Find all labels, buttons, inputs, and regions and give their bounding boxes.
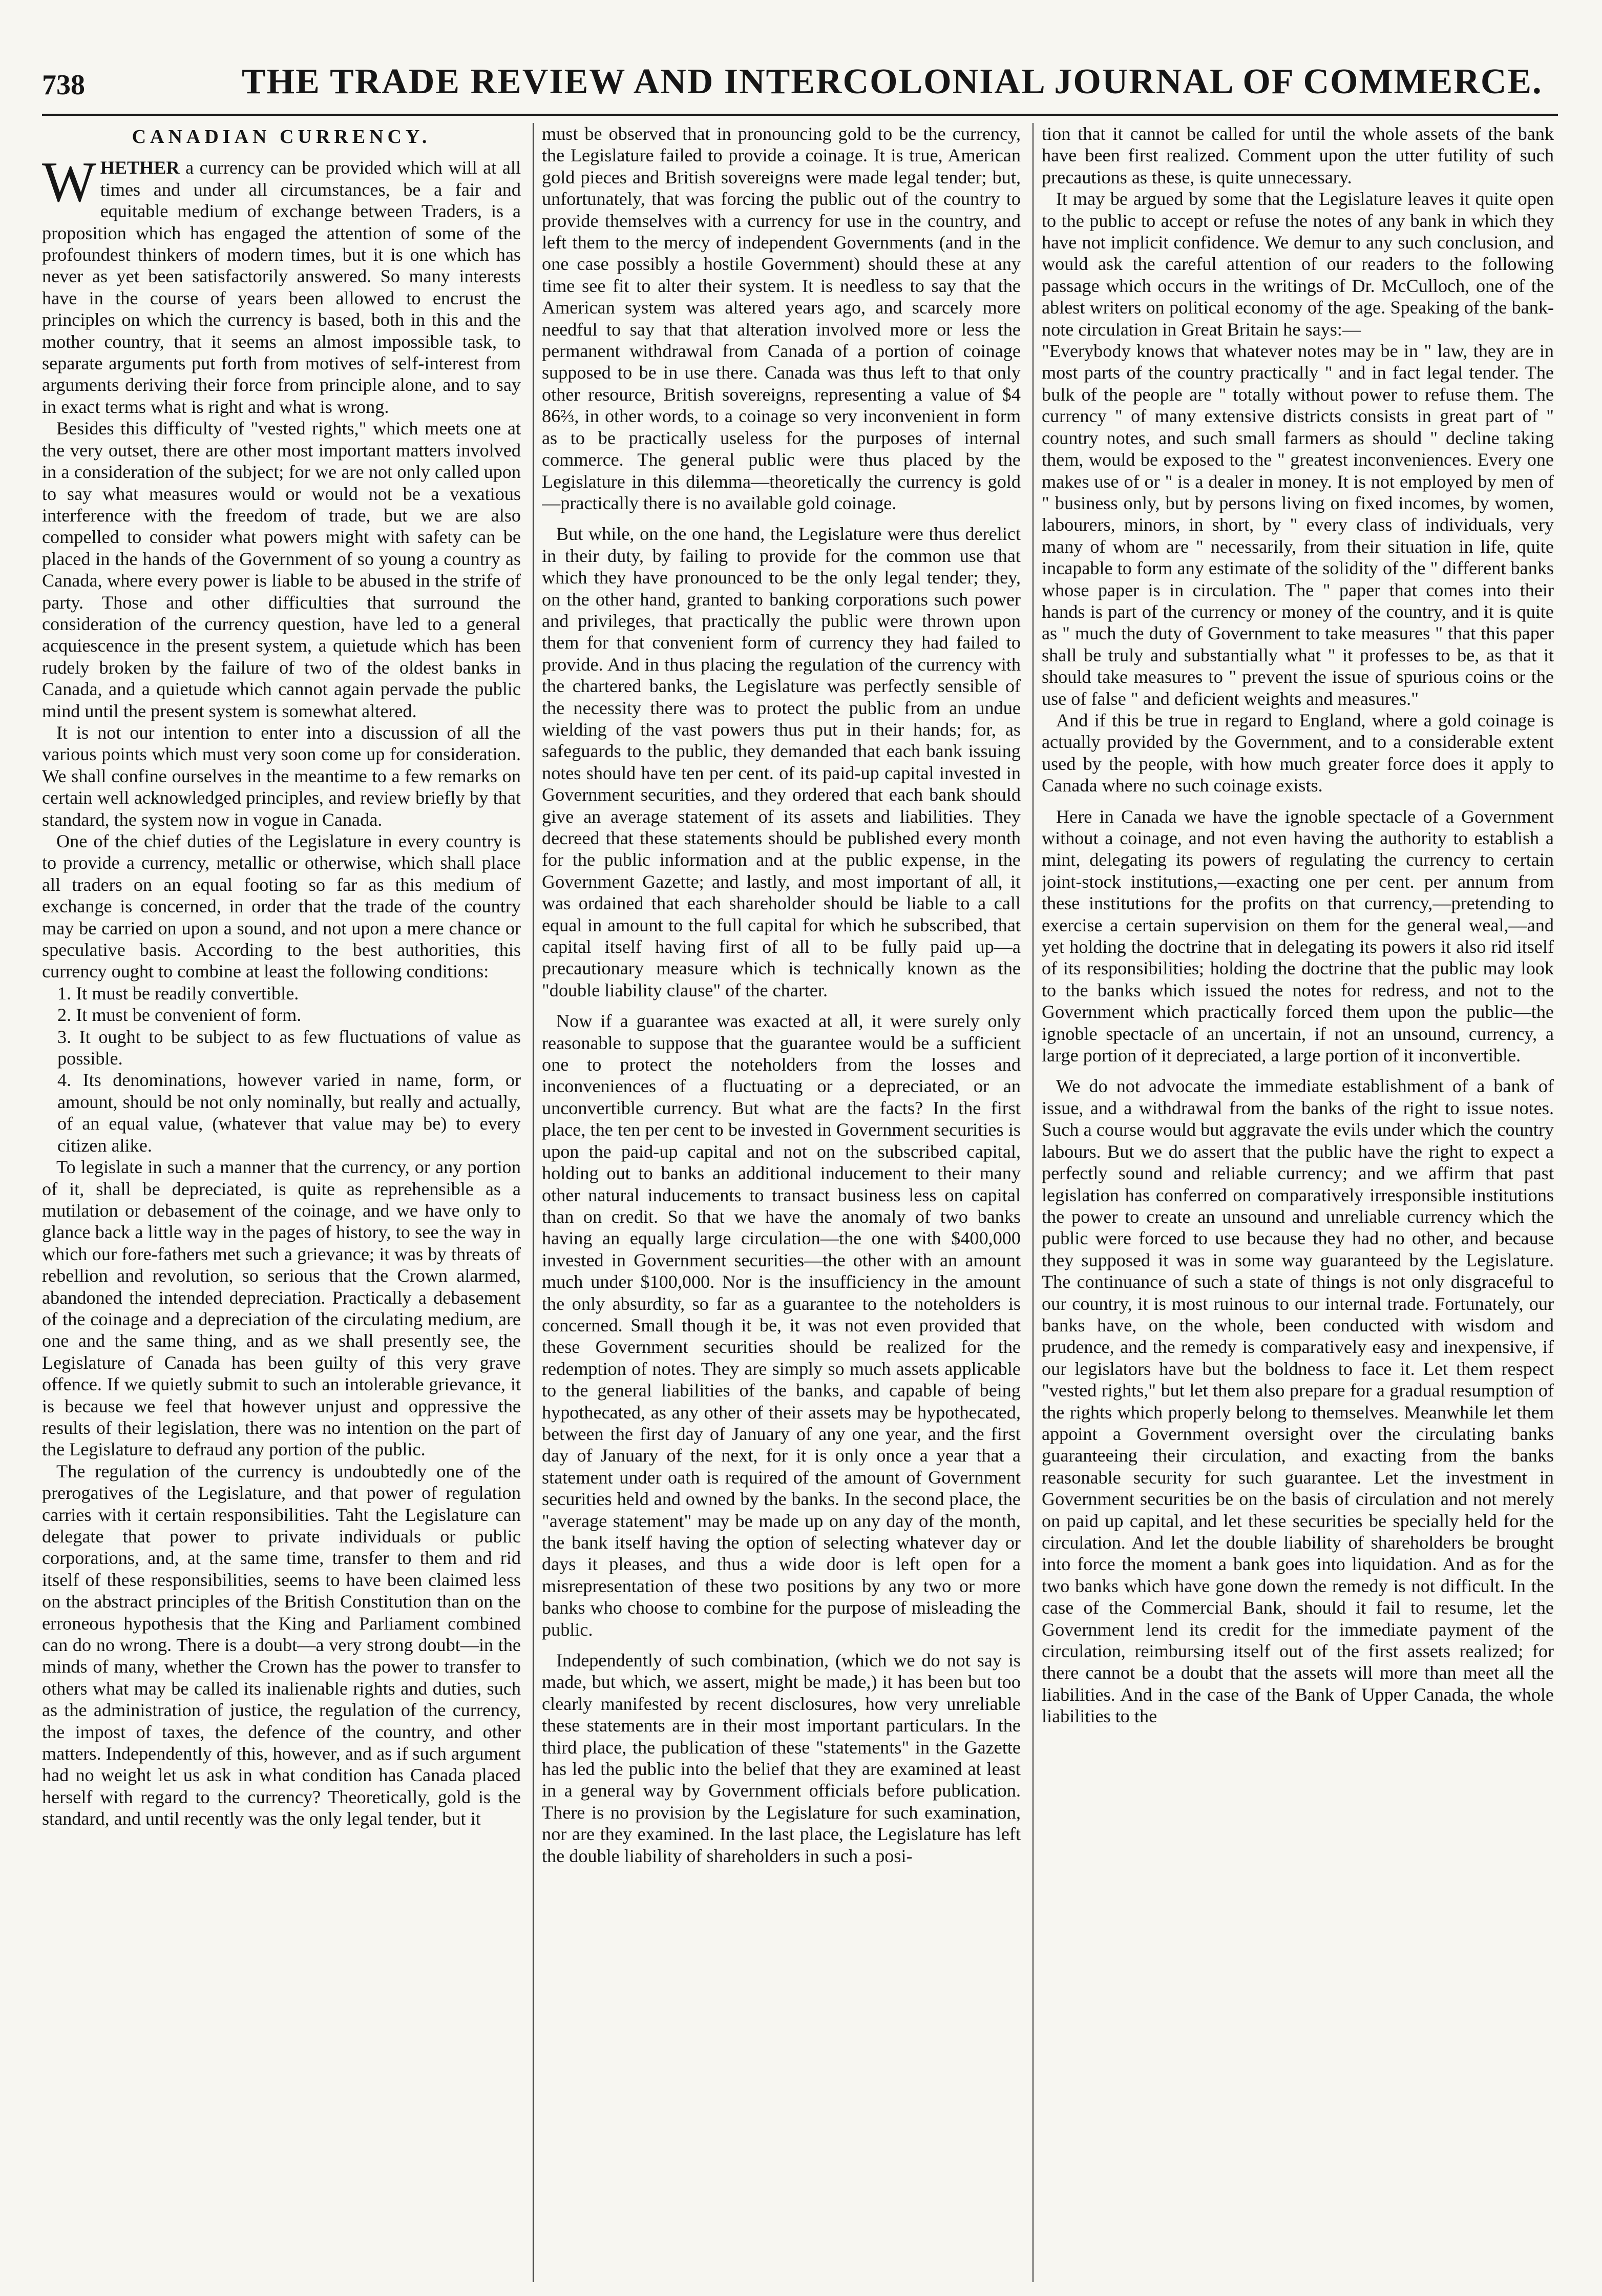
article-title: CANADIAN CURRENCY. (132, 126, 431, 148)
article-paragraph: We do not advocate the immediate establishment of a bank of issue, and a withdrawal from the banks of the right to issue notes. Such a course would but aggravate the evils under which the country labours. But we do assert that the public have the right to expect a perfectly sound and reliable currency; and we affirm that past legislation has conferred on comparatively irresponsible institutions the power to create an unsound and unreliable currency which the public were forced to use because they had no other, and because they supposed it was in some way guaranteed by the Legislature. The continuance of such a state of things is not only disgraceful to our country, it is most ruinous to our internal trade. Fortunately, our banks have, on the whole, been conducted with wisdom and prudence, and the remedy is comparatively easy and inexpensive, if our legislators have but the boldness to face it. Let them respect "vested rights," but let them also prepare for a gradual resumption of the rights which properly belong to themselves. Meanwhile let them appoint a Government oversight over the circulating banks guaranteeing their circulation, and exacting from the banks reasonable security for such guarantee. Let the investment in Government securities be on the basis of circulation and not merely on paid up capital, and let these securities be specially held for the circulation. And let the double liability of shareholders be brought into force the moment a bank goes into liquidation. And as for the two banks which have gone down the remedy is not difficult. In the case of the Commercial Bank, should it fail to resume, let the Government lend its credit for the immediate payment of the circulation, reimbursing itself out of the first assets realized; for there cannot be a doubt that the assets will more than meet all the liabilities. And in the case of the Bank of Upper Canada, the whole liabilities to the (1042, 1076, 1554, 1727)
column-1 (42, 123, 521, 2280)
running-head (42, 61, 1548, 113)
article-paragraph: But while, on the one hand, the Legislature were thus derelict in their duty, by failing to provide for the common use that which they have pronounced to be the only legal tender; they, on the other hand, granted to banking corporations such power and privileges, that practically the public were thrown upon them for that convenient form of currency they had failed to provide. And in thus placing the regulation of the currency with the chartered banks, the Legislature was perfectly sensible of the necessity there was to protect the public from an undue wielding of the vast powers thus put in their hands; for, as safeguards to the public, they demanded that each bank issuing notes should have ten per cent. of its paid-up capital invested in Government securities, and they ordered that each bank should give an average statement of its assets and liabilities. They decreed that these statements should be published every month for the public information and at the public expense, in the Government Gazette; and lastly, and most important of all, it was ordained that each shareholder should be liable to a call equal in amount to the full capital for which he subscribed, that capital itself having first of all to be fully paid up—a precautionary measure which is technically known as the "double liability clause" of the charter. (542, 524, 1021, 1000)
article-paragraph: Independently of such combination, (which we do not say is made, but which, we assert, might be made,) it has been but too clearly manifested by recent disclosures, how very unreliable these statements are in their most important particulars. In the third place, the publication of these "statements" in the Gazette has led the public into the belief that they are examined at least in a general way by Government officials before publication. There is no provision by the Legislature for such examination, nor are they examined. In the last place, the Legislature has left the double liability of shareholders in such a posi- (542, 1650, 1021, 1866)
article-paragraph: tion that it cannot be called for until the whole assets of the bank have been first realized. Comment upon the utter futility of such precautions as these, is quite unnecessary. (1042, 123, 1554, 187)
journal-title: THE TRADE REVIEW AND INTERCOLONIAL JOURNAL OF COMMERCE. (242, 62, 1543, 101)
article-paragraph (42, 151, 521, 418)
article-paragraph: Now if a guarantee was exacted at all, it were surely only reasonable to suppose that the guarantee would be a sufficient one to protect the noteholders from the losses and inconveniences of a fluctuating or a depreciated, or an unconvertible currency. But what are the facts? In the first place, the ten per cent to be invested in Government securities is upon the paid-up capital and not on the subscribed capital, holding out to banks an additional inducement to their many other natural inducements to transact business less on capital than on credit. So that we have the anomaly of two banks having an equally large circulation—the one with $400,000 invested in Government securities—the other with an amount much under $100,000. Nor is the insufficiency in the amount the only absurdity, so far as a guarantee to the noteholders is concerned. Small though it be, it was not even provided that these Government securities should be realized for the redemption of notes. They are simply so much assets applicable to the general liabilities of the banks, and capable of being hypothecated, as any other of their assets may be hypothecated, between the first day of January of any one year, and the first day of January of the next, for it is only once a year that a statement under oath is required of the amount of Government securities held and owned by the banks. In the second place, the "average statement" may be made up on any day of the month, the bank itself having the option of selecting whatever day or days it pleases, and thus a wide door is left open for a misrepresentation of these two positions by any two or more banks who choose to combine for the purpose of misleading the public. (542, 1011, 1021, 1640)
condition-item: 3. It ought to be subject to as few fluctuations of value as possible. (57, 1026, 521, 1069)
article-paragraph: To legislate in such a manner that the currency, or any portion of it, shall be depreciated, is quite as reprehensible as a mutilation or debasement of the coinage, and we have only to glance back a little way in the pages of history, to see the way in which our fore-fathers met such a grievance; it was by threats of rebellion and revolution, so serious that the Crown alarmed, abandoned the intended depreciation. Practically a debasement of the coinage and a depreciation of the circulating medium, are one and the same thing, and as we shall presently see, the Legislature of Canada has been guilty of this very grave offence. If we quietly submit to such an intolerable grievance, it is because we feel that however unjust and oppressive the results of their legislation, there was no intention on the part of the Legislature to defraud any portion of the public. (42, 1157, 521, 1460)
column-3 (1042, 123, 1554, 2280)
article-paragraph: One of the chief duties of the Legislature in every country is to provide a currency, metallic or otherwise, which shall place all traders on an equal footing so far as this medium of exchange is concerned, in order that the trade of the country may be carried on upon a sound, and not upon a mere chance or speculative basis. According to the best authorities, this currency ought to combine at least the following conditions: (42, 831, 521, 982)
condition-item: 1. It must be readily convertible. (57, 983, 299, 1004)
article-paragraph: It may be argued by some that the Legislature leaves it quite open to the public to accept or refuse the notes of any bank in which they have not implicit confidence. We demur to any such conclusion, and would ask the careful attention of our readers to the following passage which occurs in the writings of Dr. McCulloch, one of the ablest writers on political economy of the age. Speaking of the bank-note circulation in Great Britain he says:— (1042, 189, 1554, 340)
article-paragraph: Here in Canada we have the ignoble spectacle of a Government without a coinage, and not even having the authority to establish a mint, delegating its powers of regulating the currency to certain joint-stock institutions,—exacting one per cent. per annum from these institutions for the profits on that currency,—pretending to exercise a certain supervision on them for the general weal,—and yet holding the doctrine that in delegating its powers it also rid itself of its responsibilities; holding the doctrine that the public may look to the banks which issued the notes for redress, and not to the Government which practically forced them upon the public—the ignoble spectacle of an uncertain, if not an unsound, currency, a large portion of it depreciated, a large portion of it inconvertible. (1042, 806, 1554, 1066)
article-paragraph: must be observed that in pronouncing gold to be the currency, the Legislature failed to provide a coinage. It is true, American gold pieces and British sovereigns were made legal tender; but, unfortunately, that was forcing the public out of the country to provide themselves with a currency for use in the country, and left them to the mercy of independent Governments (and in the one case possibly a hostile Government) should these at any time see fit to alter their system. It is needless to say that the American system was altered years ago, and scarcely more needful to say that that alteration involved more or less the permanent withdrawal from Canada of a portion of coinage supposed to be in use there. Canada was thus left to that only other resource, British sovereigns, representing a value of $4 86⅔, in other words, to a coinage so very inconvenient in form as to be practically useless for the purposes of internal commerce. The general public were thus placed by the Legislature in this dilemma—theoretically the currency is gold—practically there is no available gold coinage. (542, 123, 1021, 513)
condition-item: 2. It must be convenient of form. (57, 1005, 302, 1026)
article-paragraph: And if this be true in regard to England, where a gold coinage is actually provided by the Government, and to a considerable extent used by the people, with how much greater force does it apply to Canada where no such coinage exists. (1042, 709, 1554, 796)
drop-cap: W (42, 151, 96, 215)
column-2 (542, 123, 1021, 2280)
header-rule (42, 114, 1558, 116)
paragraph-text: a currency can be provided which will at all times and under all circumstances, be a fair and equitable medium of exchange between Traders, is a proposition which has engaged the attention of some of the profoundest thinkers of modern times, but it is one which has never as yet been satisfactorily answered. So many interests have in the course of years been allowed to encrust the principles on which the currency is based, both in this and the mother country, that it seems an almost impossible task, to separate arguments put forth from motives of self-interest from arguments deriving their force from principle alone, and to say in exact terms what is right and what is wrong. (42, 157, 521, 417)
article-paragraph: It is not our intention to enter into a discussion of all the various points which must very soon come up for consideration. We shall confine ourselves in the meantime to a few remarks on certain well acknowledged principles, and review briefly by that standard, the system now in vogue in Canada. (42, 722, 521, 830)
column-divider (533, 123, 534, 2282)
page-number: 738 (42, 69, 85, 101)
article-paragraph: The regulation of the currency is undoubtedly one of the prerogatives of the Legislature, and that power of regulation carries with it certain responsibilities. Taht the Legislature can delegate that power to private individuals or public corporations, and, at the same time, transfer to them and rid itself of these responsibilities, seems to have been claimed less on the abstract principles of the British Constitution than on the erroneous hypothesis that the King and Parliament combined can do no wrong. There is a doubt—a very strong doubt—in the minds of many, whether the Crown has the power to transfer to others what may be called its inalienable rights and duties, such as the administration of justice, the regulation of the currency, the impost of taxes, the defence of the country, and other matters. Independently of this, however, and as if such argument had no weight let us ask in what condition has Canada placed herself with regard to the currency? Theoretically, gold is the standard, and until recently was the only legal tender, but it (42, 1460, 521, 1829)
lead-word: HETHER (100, 157, 180, 178)
column-divider (1032, 123, 1034, 2282)
mcculloch-quotation: "Everybody knows that whatever notes may be in " law, they are in most parts of the country practically " and in fact legal tender. The bulk of the people are " totally without power to refuse them. The currency " of many extensive districts consists in great part of " country notes, and such small farmers as should " decline taking them, would be exposed to the " greatest inconveniences. Every one makes use of or " is a dealer in money. It is not employed by men of " business only, but by persons living on fixed incomes, by women, labourers, minors, in short, by " every class of individuals, very many of whom are " necessarily, from their situation in life, quite incapable to form any estimate of the solidity of the " different banks whose paper is in circulation. The " paper that comes into their hands is part of the currency or money of the country, and it is quite as " much the duty of Government to take measures " that this paper shall be truly and substantially what " it professes to be, as that it should take measures to " prevent the issue of spurious coins or the use of false " and deficient weights and measures." (1042, 341, 1554, 709)
condition-item: 4. Its denominations, however varied in name, form, or amount, should be not only nominally, but really and actually, of an equal value, (whatever that value may be) to every citizen alike. (57, 1070, 521, 1156)
article-paragraph: Besides this difficulty of "vested rights," which meets one at the very outset, there are other most important matters involved in a consideration of the subject; for we are not only called upon to say what measures would or would not be a vexatious interference with the freedom of trade, but we are also compelled to consider what powers might with safety can be placed in the hands of the Government of so young a country as Canada, where every power is liable to be abused in the strife of party. Those and other difficulties that surround the consideration of the currency question, have led to a general acquiescence in the present system, a quietude which has been rudely broken by the failure of two of the oldest banks in Canada, and a quietude which cannot again pervade the public mind until the present system is somewhat altered. (42, 418, 521, 721)
